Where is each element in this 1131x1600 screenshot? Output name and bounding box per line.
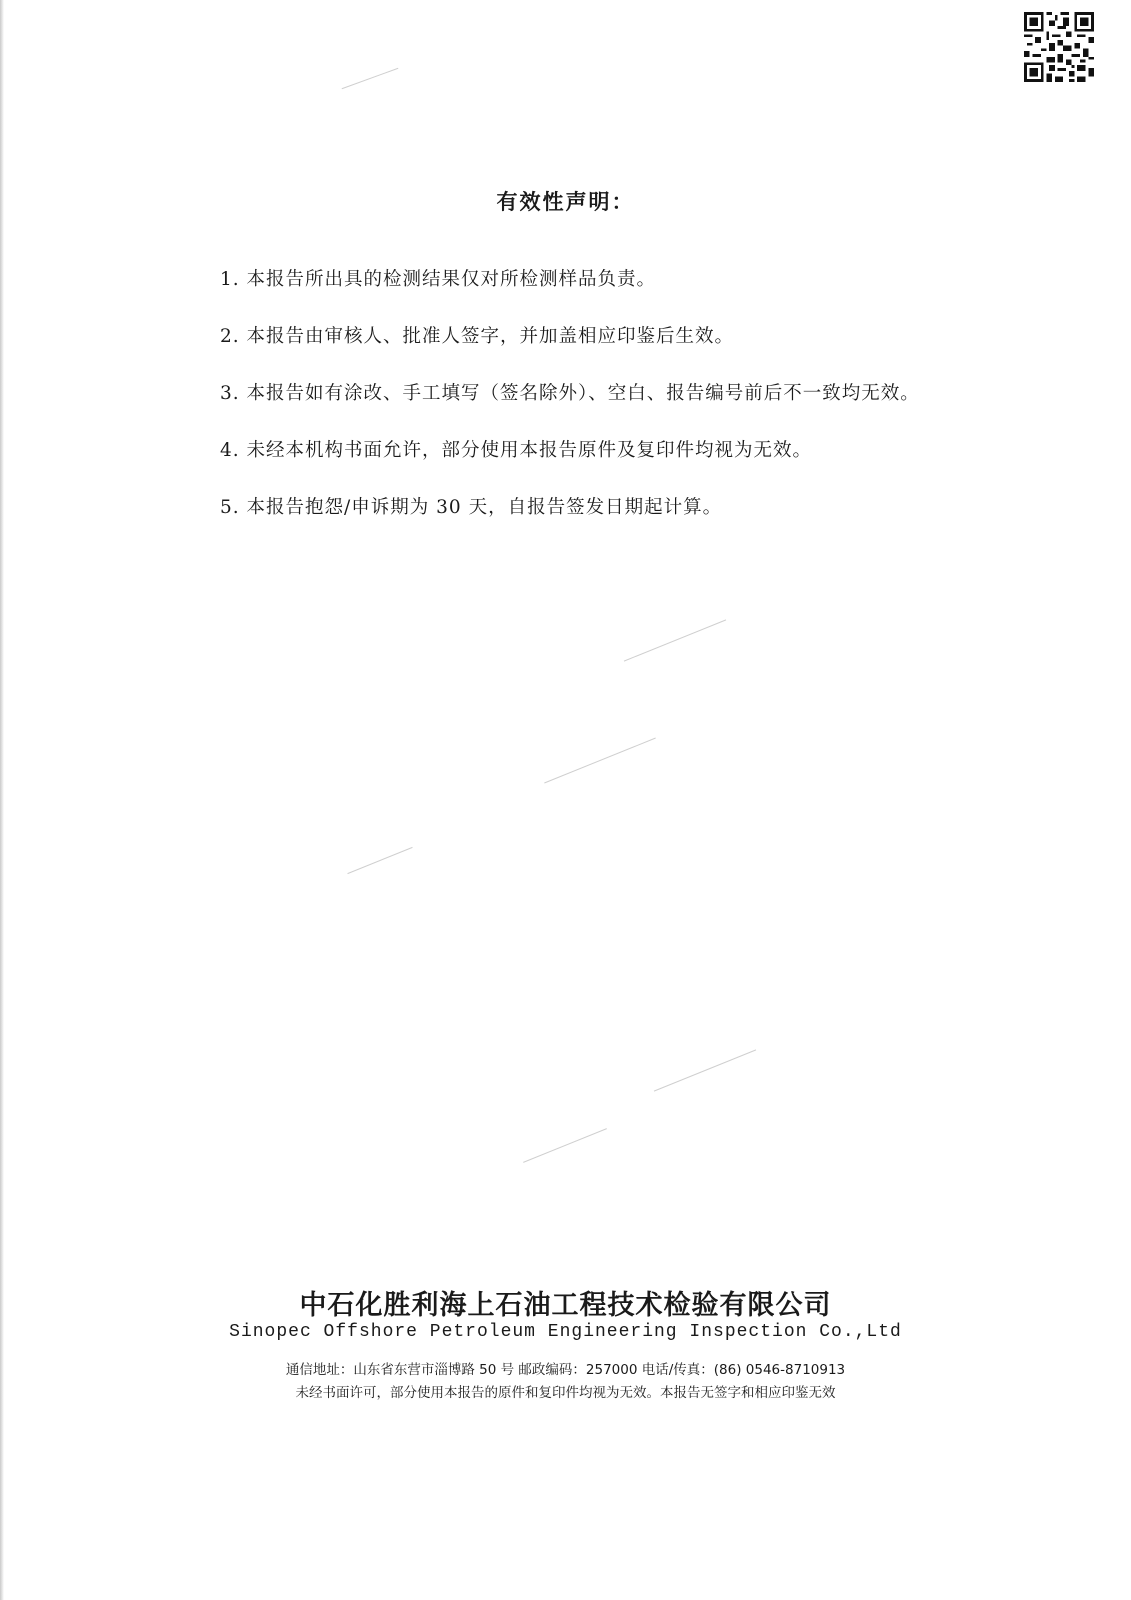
company-name-cn: 中石化胜利海上石油工程技术检验有限公司 [299,1290,832,1321]
scan-speck [342,68,399,89]
scan-speck [347,847,412,874]
clause-5: 5. 本报告抱怨/申诉期为 30 天，自报告签发日期起计算。 [220,497,723,518]
clause-1: 1. 本报告所出具的检测结果仅对所检测样品负责。 [220,269,657,290]
qr-code-icon [1024,12,1094,82]
validity-clauses [178,264,968,549]
scan-speck [654,1049,756,1091]
clause-2: 2. 本报告由审核人、批准人签字，并加盖相应印鉴后生效。 [220,326,735,347]
scan-speck [523,1128,607,1163]
company-name-en: Sinopec Offshore Petroleum Engineering Inspection Co.,Ltd [229,1322,902,1342]
clause-3: 3. 本报告如有涂改、手工填写（签名除外）、空白、报告编号前后不一致均无效。 [220,383,920,404]
scan-speck [544,738,656,784]
scan-speck [624,619,726,661]
clause-4: 4. 未经本机构书面允许，部分使用本报告原件及复印件均视为无效。 [220,440,813,461]
company-contact: 通信地址：山东省东营市淄博路 50 号 邮政编码：257000 电话/传真：(86) 0546-8710913 [285,1362,846,1378]
validity-statement-title: 有效性声明： [496,189,635,214]
footer-notice: 未经书面许可，部分使用本报告的原件和复印件均视为无效。本报告无签字和相应印鉴无效 [295,1385,836,1401]
